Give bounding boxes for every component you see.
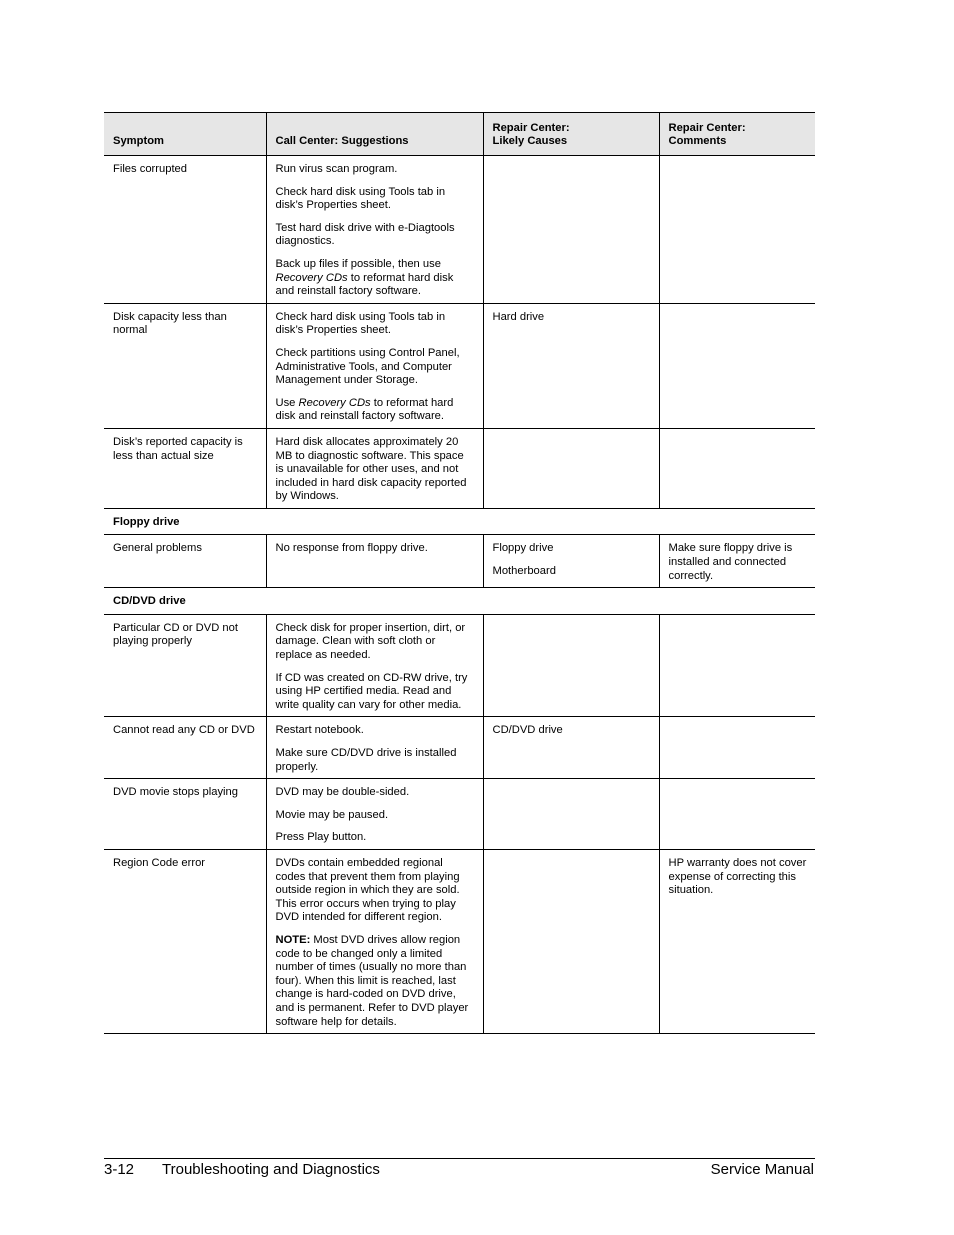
- suggestion-text: If CD was created on CD-RW drive, try using HP certified media. Read and write quality can vary for other media.: [275, 671, 468, 711]
- troubleshooting-table: [104, 112, 815, 1034]
- likely-causes-cell: [483, 849, 659, 1033]
- suggestion-text: Make sure CD/DVD drive is installed properly.: [275, 747, 457, 773]
- suggestion-text: DVDs contain embedded regional codes that prevent them from playing outside region in which they are sold. This error occurs when trying to play DVD intended for different region.: [275, 856, 460, 924]
- likely-causes-cell: [483, 535, 659, 588]
- suggestion-text: Hard disk allocates approximately 20 MB to diagnostic software. This space is unavailable for other uses, and not included in hard disk capacity reported by Windows.: [275, 435, 467, 503]
- suggestion-text: [276, 258, 475, 299]
- suggestions-cell: [266, 779, 483, 850]
- likely-causes-cell: [483, 303, 659, 428]
- likely-causes-cell: [483, 614, 659, 717]
- comments-cell: Make sure floppy drive is installed and connected correctly.: [659, 535, 815, 588]
- likely-cause-text: CD/DVD drive: [492, 724, 563, 737]
- suggestions-cell: [266, 614, 483, 717]
- suggestion-text: [276, 397, 475, 424]
- likely-cause-text: Floppy drive: [492, 542, 554, 555]
- emphasis-text: Recovery CDs: [298, 396, 371, 409]
- symptom-cell: General problems: [104, 535, 266, 588]
- suggestion-text: Check hard disk using Tools tab in disk’s Properties sheet.: [275, 185, 446, 212]
- suggestion-text: Check disk for proper insertion, dirt, or damage. Clean with soft cloth or replace as needed.: [275, 621, 466, 662]
- table-row: [104, 717, 815, 779]
- emphasis-text: Recovery CDs: [275, 271, 348, 284]
- suggestion-text: Restart notebook.: [275, 724, 364, 737]
- suggestion-text-part: to reformat hard disk and reinstall factory software.: [275, 271, 454, 298]
- table-row: [104, 779, 815, 850]
- likely-causes-cell: [483, 428, 659, 508]
- suggestions-cell: [266, 717, 483, 779]
- symptom-cell: Particular CD or DVD not playing properly: [104, 614, 266, 717]
- suggestion-text: Run virus scan program.: [275, 163, 398, 175]
- suggestion-text-part: to reformat hard disk and reinstall factory software.: [275, 396, 454, 423]
- symptom-cell: Disk capacity less than normal: [104, 303, 266, 428]
- symptom-cell: Region Code error: [104, 849, 266, 1033]
- likely-cause-text: Motherboard: [492, 565, 556, 578]
- comments-cell: [659, 717, 815, 779]
- symptom-cell: Files corrupted: [104, 156, 266, 304]
- comments-cell: [659, 156, 815, 304]
- suggestion-text: No response from floppy drive.: [275, 542, 428, 555]
- table-row: [104, 614, 815, 717]
- section-row: [104, 588, 815, 615]
- suggestion-text-part: Most DVD drives allow region code to be changed only a limited number of times (usually no more than four). When this limit is reached, last change is hard-coded on DVD drive, and is permanent. Refer to DVD player software help for details.: [275, 933, 469, 1028]
- comments-cell: [659, 428, 815, 508]
- suggestion-text: [276, 934, 475, 1029]
- comments-cell: [659, 303, 815, 428]
- section-heading: Floppy drive: [104, 508, 815, 535]
- footer-rule: [104, 1158, 815, 1159]
- likely-causes-cell: [483, 779, 659, 850]
- header-symptom: Symptom: [104, 113, 266, 156]
- suggestion-text: Test hard disk drive with e-Diagtools diagnostics.: [275, 221, 455, 248]
- suggestion-text: DVD may be double-sided.: [275, 786, 410, 799]
- likely-causes-cell: [483, 717, 659, 779]
- header-call-center-suggestions: Call Center: Suggestions: [266, 113, 483, 156]
- header-repair-center-comments: Repair Center: Comments: [659, 113, 815, 156]
- likely-causes-cell: [483, 156, 659, 304]
- header-repair-center-likely-causes: Repair Center: Likely Causes: [483, 113, 659, 156]
- suggestion-text: Check hard disk using Tools tab in disk’s Properties sheet.: [275, 310, 446, 337]
- section-heading: CD/DVD drive: [104, 588, 815, 615]
- suggestions-cell: [266, 849, 483, 1033]
- comments-cell: HP warranty does not cover expense of correcting this situation.: [659, 849, 815, 1033]
- footer-chapter-title: Troubleshooting and Diagnostics: [162, 1161, 380, 1178]
- table-row: [104, 535, 815, 588]
- symptom-cell: DVD movie stops playing: [104, 779, 266, 850]
- table-row: [104, 156, 815, 304]
- table-body: [104, 156, 815, 1034]
- suggestion-text-part: Use: [275, 396, 299, 409]
- likely-cause-text: Hard drive: [492, 310, 545, 323]
- comments-cell: [659, 614, 815, 717]
- symptom-cell: Disk’s reported capacity is less than actual size: [104, 428, 266, 508]
- suggestion-text: Press Play button.: [275, 831, 367, 844]
- suggestions-cell: [266, 156, 483, 304]
- section-row: [104, 508, 815, 535]
- suggestions-cell: [266, 535, 483, 588]
- footer-page-number: 3-12: [104, 1161, 135, 1178]
- suggestion-text-part: Back up files if possible, then use: [275, 257, 441, 270]
- table-row: [104, 849, 815, 1033]
- suggestions-cell: [266, 428, 483, 508]
- note-label: NOTE:: [275, 933, 311, 946]
- table-header-row: [104, 113, 815, 156]
- footer-manual-title: Service Manual: [710, 1161, 814, 1178]
- symptom-cell: Cannot read any CD or DVD: [104, 717, 266, 779]
- suggestions-cell: [266, 303, 483, 428]
- suggestion-text: Movie may be paused.: [275, 808, 389, 821]
- suggestion-text: Check partitions using Control Panel, Administrative Tools, and Computer Management under Storage.: [275, 346, 460, 387]
- comments-cell: [659, 779, 815, 850]
- table-row: [104, 303, 815, 428]
- table-row: [104, 428, 815, 508]
